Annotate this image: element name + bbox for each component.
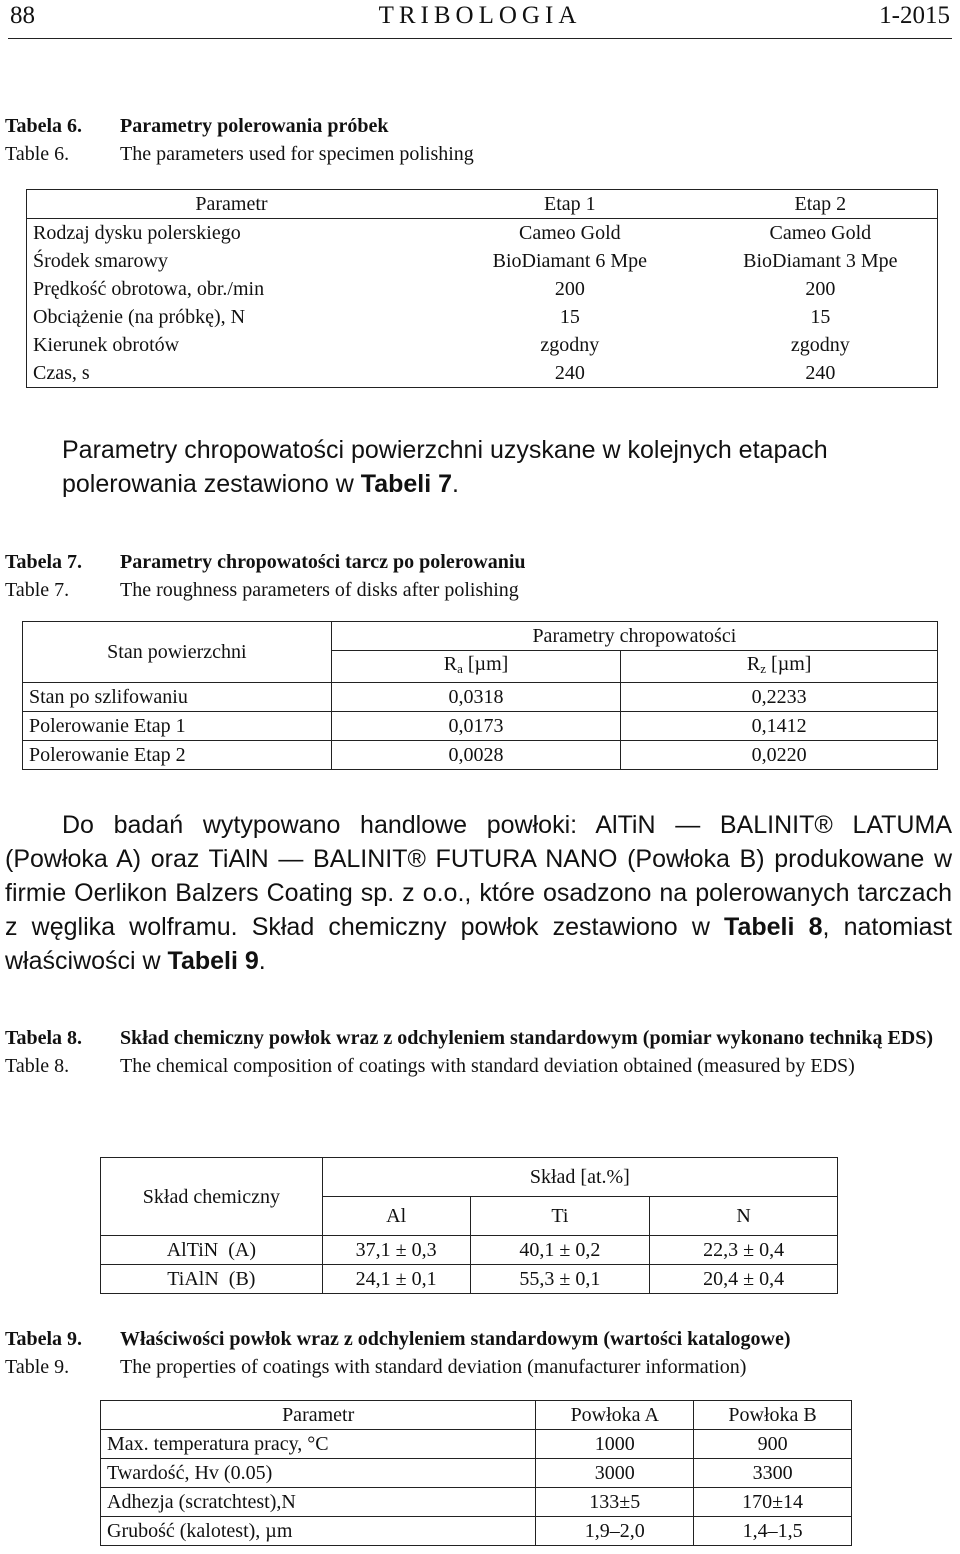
table-cell: Stan po szlifowaniu	[23, 683, 332, 712]
table-header-cell	[331, 651, 621, 683]
table-row	[27, 331, 938, 359]
journal-title: TRIBOLOGIA	[378, 2, 582, 29]
table-header-cell: Al	[322, 1197, 470, 1236]
paragraph-coatings	[5, 808, 952, 978]
table-row	[101, 1488, 852, 1517]
table-header-row	[27, 190, 938, 219]
table-cell: 1,4–1,5	[694, 1517, 852, 1546]
table-cell: Polerowanie Etap 2	[23, 741, 332, 770]
table-cell: 1000	[536, 1430, 694, 1459]
table-cell: Cameo Gold	[519, 222, 621, 244]
table-header-cell: Etap 2	[794, 193, 847, 215]
table-cell: 240	[805, 362, 836, 384]
table-cell: 40,1 ± 0,2	[470, 1236, 650, 1265]
table-cell: Czas, s	[33, 362, 90, 384]
table-cell: BioDiamant 3 Mpe	[743, 250, 898, 272]
table-cell: 0,0028	[331, 741, 621, 770]
ra-symbol: R	[443, 653, 458, 675]
table-header-cell: Stan powierzchni	[23, 622, 332, 683]
paragraph-end: .	[258, 947, 266, 975]
table7-label-pl: Tabela 7.	[5, 551, 83, 573]
table-row	[101, 1459, 852, 1488]
table-row	[27, 275, 938, 303]
table-row	[23, 741, 938, 770]
table-cell: Kierunek obrotów	[33, 334, 180, 356]
rz-unit: [µm]	[766, 653, 812, 675]
table9-label-en: Table 9.	[5, 1356, 70, 1378]
table-header-row	[23, 622, 938, 651]
table-header-cell: Parametry chropowatości	[331, 622, 937, 651]
table-cell: Środek smarowy	[33, 250, 168, 272]
table-cell: 200	[805, 278, 836, 300]
table6-caption	[5, 112, 952, 168]
table-cell: Grubość (kalotest), µm	[101, 1517, 536, 1546]
table-cell: 1,9–2,0	[536, 1517, 694, 1546]
table8-title-pl: Skład chemiczny powłok wraz z odchyleniem standardowym (pomiar wykonano techniką EDS)	[120, 1027, 934, 1049]
table-row	[101, 1517, 852, 1546]
table6-label-pl: Tabela 6.	[5, 115, 83, 137]
paragraph-text: Do badań wytypowano handlowe powłoki: AlTiN — BALINIT® LATUMA (Powłoka A) oraz TiAlN — BALINIT® FUTURA NANO (Powłoka B) produkowane w firmie Oerlikon Balzers Coating sp. z o.o., które osadzono na polerowanych tarczach z węglika wolframu. Skład chemiczny powłok zestawiono w	[5, 811, 952, 941]
paragraph-text: Parametry chropowatości powierzchni uzyskane w kolejnych etapach polerowania zestawiono w	[62, 436, 828, 498]
page-header	[8, 0, 952, 39]
table-row	[101, 1430, 852, 1459]
table-cell: 15	[810, 306, 831, 328]
table-row	[23, 683, 938, 712]
table8	[100, 1157, 838, 1294]
table-header-cell: N	[650, 1197, 838, 1236]
table6-title-en: The parameters used for specimen polishing	[120, 143, 474, 165]
table-header-cell: Ti	[470, 1197, 650, 1236]
table-row	[27, 247, 938, 275]
table9-label-pl: Tabela 9.	[5, 1328, 83, 1350]
table-row	[27, 359, 938, 388]
table7	[22, 621, 938, 770]
paragraph-roughness	[62, 433, 950, 501]
page-number: 88	[10, 2, 35, 29]
table-header-cell: Etap 1	[544, 193, 596, 215]
table-cell: 0,1412	[621, 712, 938, 741]
table-row	[27, 303, 938, 331]
table-cell: Polerowanie Etap 1	[23, 712, 332, 741]
table-reference: Tabeli 9	[167, 947, 259, 975]
table-cell: Obciążenie (na próbkę), N	[33, 306, 246, 328]
table6-title-pl: Parametry polerowania próbek	[120, 115, 389, 137]
table8-label-en: Table 8.	[5, 1055, 70, 1077]
table-cell: 3300	[694, 1459, 852, 1488]
table9-caption	[5, 1325, 952, 1381]
table7-title-en: The roughness parameters of disks after polishing	[120, 579, 519, 601]
table-reference: Tabeli 7	[360, 470, 453, 498]
table-cell: zgodny	[790, 334, 850, 356]
table-cell: 0,0220	[621, 741, 938, 770]
paragraph-text: , natomiast właściwości w	[5, 913, 952, 975]
table9-title-en: The properties of coatings with standard deviation (manufacturer information)	[120, 1356, 747, 1378]
table-cell: 170±14	[694, 1488, 852, 1517]
table9-title-pl: Właściwości powłok wraz z odchyleniem standardowym (wartości katalogowe)	[120, 1328, 791, 1350]
table-cell: AlTiN (A)	[101, 1236, 323, 1265]
ra-unit: [µm]	[462, 653, 509, 675]
table-cell: BioDiamant 6 Mpe	[492, 250, 648, 272]
table-cell: 0,0318	[331, 683, 621, 712]
table8-title-en: The chemical composition of coatings with standard deviation obtained (measured by EDS)	[120, 1055, 855, 1077]
table-cell: 0,2233	[621, 683, 938, 712]
ra-subscript: a	[457, 661, 463, 676]
table-cell: 24,1 ± 0,1	[322, 1265, 470, 1294]
table8-caption	[5, 1024, 952, 1080]
table-header-row	[101, 1158, 838, 1197]
table-cell: Twardość, Hv (0.05)	[101, 1459, 536, 1488]
table-cell: Cameo Gold	[769, 222, 872, 244]
table-row	[101, 1265, 838, 1294]
table-header-cell	[621, 651, 938, 683]
table-cell: 3000	[536, 1459, 694, 1488]
table6-label-en: Table 6.	[5, 143, 70, 165]
table8-label-pl: Tabela 8.	[5, 1027, 83, 1049]
table7-label-en: Table 7.	[5, 579, 70, 601]
table-header-cell: Parametr	[101, 1401, 536, 1430]
table9	[100, 1400, 852, 1546]
rz-subscript: z	[760, 661, 767, 676]
issue-number: 1-2015	[879, 2, 950, 29]
table6	[26, 189, 938, 388]
table-cell: 15	[559, 306, 580, 328]
table-header-cell: Powłoka B	[694, 1401, 852, 1430]
table-cell: 200	[554, 278, 585, 300]
table-row	[23, 712, 938, 741]
table-cell: 37,1 ± 0,3	[322, 1236, 470, 1265]
table-header-cell: Parametr	[195, 193, 268, 215]
table-row	[27, 219, 938, 248]
table-cell: Max. temperatura pracy, °C	[101, 1430, 536, 1459]
table7-caption	[5, 548, 952, 604]
table-cell: 0,0173	[331, 712, 621, 741]
paragraph-end: .	[452, 470, 459, 498]
table-cell: 55,3 ± 0,1	[470, 1265, 650, 1294]
table-cell: 133±5	[536, 1488, 694, 1517]
table-reference: Tabeli 8	[724, 913, 823, 941]
table-cell: Rodzaj dysku polerskiego	[33, 222, 241, 244]
table-header-cell: Skład chemiczny	[101, 1158, 323, 1236]
table7-title-pl: Parametry chropowatości tarcz po polerowaniu	[120, 551, 526, 573]
table-cell: Adhezja (scratchtest),N	[101, 1488, 536, 1517]
rz-symbol: R	[746, 653, 761, 675]
table-header-row	[101, 1401, 852, 1430]
table-cell: Prędkość obrotowa, obr./min	[33, 278, 265, 300]
table-cell: 22,3 ± 0,4	[650, 1236, 838, 1265]
table-cell: 240	[554, 362, 585, 384]
table-header-cell: Powłoka A	[536, 1401, 694, 1430]
table-cell: 900	[694, 1430, 852, 1459]
table-cell: zgodny	[540, 334, 600, 356]
table-cell: TiAlN (B)	[101, 1265, 323, 1294]
table-header-cell: Skład [at.%]	[322, 1158, 837, 1197]
table-cell: 20,4 ± 0,4	[650, 1265, 838, 1294]
table-row	[101, 1236, 838, 1265]
